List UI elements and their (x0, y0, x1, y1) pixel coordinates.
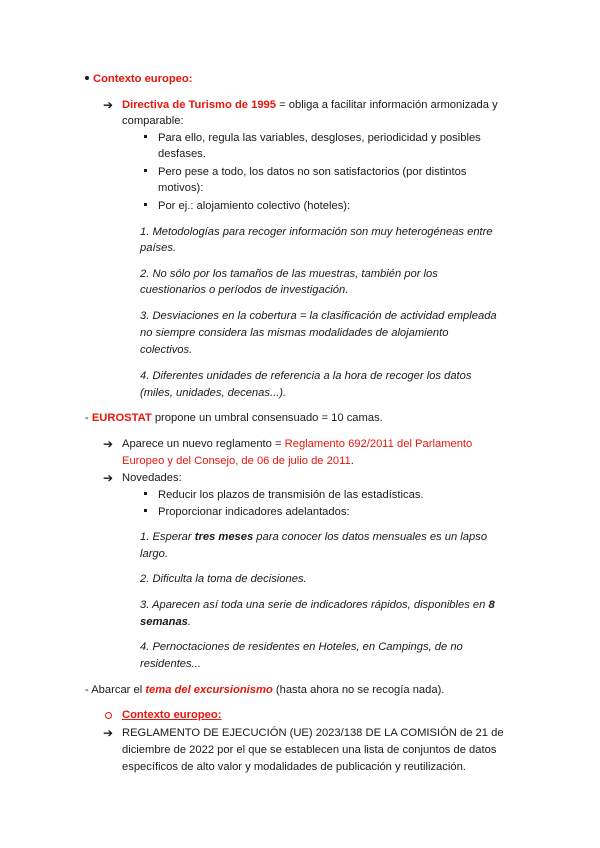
bullet-text: Por ej.: alojamiento colectivo (hoteles): (158, 200, 351, 212)
point-text: 1. Esperar tres meses para conocer los datos mensuales es un lapso (140, 531, 488, 543)
section-heading-contexto-europeo-2: Contexto europeo: (122, 709, 222, 721)
regulation-2023-line: REGLAMENTO DE EJECUCIÓN (UE) 2023/138 DE LA COMISIÓN de 21 de (122, 727, 504, 739)
bullet-text: Para ello, regula las variables, desgloses, periodicidad y posibles (158, 132, 481, 144)
bullet-text: Pero pese a todo, los datos no son satisfactorios (por distintos (158, 166, 467, 178)
regulation-line-1: Aparece un nuevo reglamento = Reglamento 692/2011 del Parlamento (122, 438, 473, 450)
novedades-label: Novedades: (122, 472, 182, 484)
point-text: 4. Pernoctaciones de residentes en Hoteles, en Campings, de no (140, 641, 463, 653)
bullet-text: Reducir los plazos de transmisión de las estadísticas. (158, 489, 424, 501)
point-text: países. (140, 242, 177, 254)
directive-line-1: Directiva de Turismo de 1995 = obliga a facilitar información armonizada y (122, 99, 498, 111)
point-text: largo. (140, 548, 168, 560)
excursionismo-line: - Abarcar el tema del excursionismo (hasta ahora no se recogía nada). (85, 684, 445, 696)
section-heading-contexto-europeo: Contexto europeo: (85, 71, 192, 87)
directive-title: Directiva de Turismo de 1995 (122, 99, 276, 111)
directive-line-2: comparable: (122, 115, 184, 127)
point-text: residentes... (140, 658, 201, 670)
point-text: semanas. (140, 616, 192, 628)
square-bullet-icon (144, 169, 147, 172)
square-bullet-icon (144, 492, 147, 495)
bullet-dot-icon (85, 76, 89, 80)
point-text: cuestionarios o períodos de investigación. (140, 284, 349, 296)
bullet-text: desfases. (158, 148, 206, 160)
point-text: 4. Diferentes unidades de referencia a la hora de recoger los datos (140, 370, 472, 382)
point-text: 3. Aparecen así toda una serie de indicadores rápidos, disponibles en 8 (140, 599, 495, 611)
regulation-reference: Reglamento 692/2011 del Parlamento (284, 438, 473, 450)
point-text: no siempre considera las mismas modalidades de alojamiento (140, 327, 449, 339)
bullet-text: motivos): (158, 182, 204, 194)
bullet-text: Proporcionar indicadores adelantados: (158, 506, 350, 518)
circle-bullet-icon (105, 712, 112, 719)
point-text: 1. Metodologías para recoger información son muy heterogéneas entre (140, 226, 493, 238)
square-bullet-icon (144, 509, 147, 512)
square-bullet-icon (144, 135, 147, 138)
regulation-line-2: Europeo y del Consejo, de 06 de julio de 2011. (122, 455, 354, 467)
arrow-right-icon: ➔ (103, 98, 114, 112)
eurostat-label: EUROSTAT (91, 412, 152, 424)
point-text: colectivos. (140, 344, 193, 356)
point-text: (miles, unidades, decenas...). (140, 387, 287, 399)
point-text: 3. Desviaciones en la cobertura = la clasificación de actividad empleada (140, 310, 497, 322)
arrow-right-icon: ➔ (103, 471, 114, 485)
square-bullet-icon (144, 203, 147, 206)
eurostat-line: - EUROSTAT propone un umbral consensuado = 10 camas. (85, 412, 383, 424)
point-text: 2. No sólo por los tamaños de las muestras, también por los (140, 268, 438, 280)
arrow-right-icon: ➔ (103, 437, 114, 451)
regulation-2023-line: diciembre de 2022 por el que se establecen una lista de conjuntos de datos (122, 744, 497, 756)
point-text: 2. Dificulta la toma de decisiones. (140, 573, 307, 585)
arrow-right-icon: ➔ (103, 726, 114, 740)
excursionismo-topic: tema del excursionismo (145, 684, 273, 696)
regulation-2023-line: específicos de alto valor y modalidades de publicación y reutilización. (122, 761, 466, 773)
